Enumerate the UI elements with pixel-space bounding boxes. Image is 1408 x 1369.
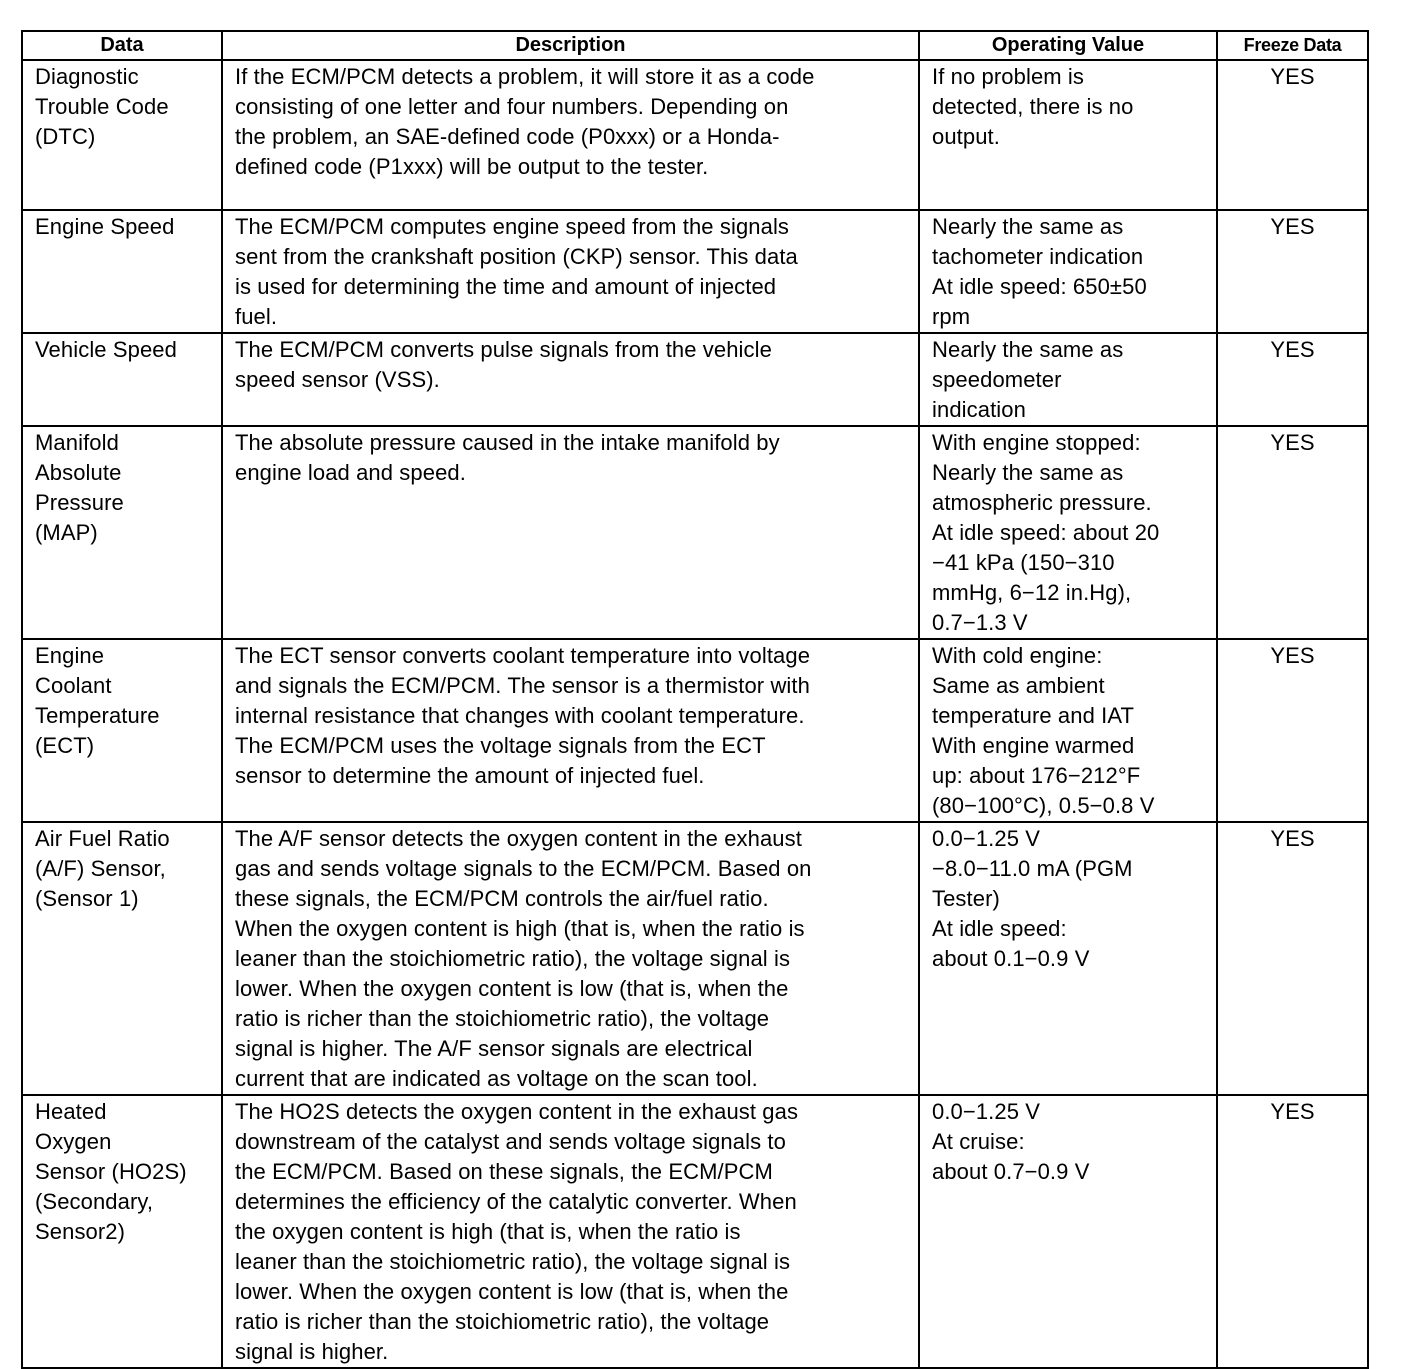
data-text-line: Sensor (HO2S) [35, 1159, 187, 1184]
operating-value-text-line: At idle speed: [932, 916, 1067, 941]
operating-value-cell [919, 333, 1217, 426]
description-text-line: leaner than the stoichiometric ratio), the voltage signal is [235, 1249, 791, 1274]
operating-value-text-line: −41 kPa (150−310 [932, 550, 1115, 575]
data-text-line: Diagnostic [35, 64, 139, 89]
description-text-line: leaner than the stoichiometric ratio), the voltage signal is [235, 946, 791, 971]
operating-value-cell [919, 1095, 1217, 1368]
description-text-line: The ECT sensor converts coolant temperature into voltage [235, 643, 811, 668]
description-text-line: is used for determining the time and amount of injected [235, 274, 777, 299]
operating-value-text-line: atmospheric pressure. [932, 490, 1152, 515]
operating-value-text-line: 0.0−1.25 V [932, 1099, 1041, 1124]
operating-value-text-line: 0.0−1.25 V [932, 826, 1041, 851]
freeze-data-cell: YES [1217, 210, 1368, 333]
description-text-line: downstream of the catalyst and sends voltage signals to [235, 1129, 786, 1154]
operating-value-text-line: about 0.7−0.9 V [932, 1159, 1090, 1184]
description-text-line: signal is higher. [235, 1339, 389, 1364]
description-text-line: lower. When the oxygen content is low (that is, when the [235, 1279, 789, 1304]
data-text-line: Sensor2) [35, 1219, 126, 1244]
description-text-line: the problem, an SAE-defined code (P0xxx) or a Honda- [235, 124, 780, 149]
data-cell [22, 1095, 222, 1368]
data-text-line: Vehicle Speed [35, 337, 177, 362]
data-list-table [21, 30, 1369, 1369]
description-cell [222, 1095, 919, 1368]
operating-value-cell [919, 822, 1217, 1095]
operating-value-text-line: Same as ambient [932, 673, 1105, 698]
header-operating-value: Operating Value [919, 31, 1217, 60]
description-text-line: When the oxygen content is high (that is, when the ratio is [235, 916, 805, 941]
operating-value-text-line: −8.0−11.0 mA (PGM [932, 856, 1133, 881]
header-freeze-data: Freeze Data [1217, 31, 1368, 60]
description-text-line: If the ECM/PCM detects a problem, it will store it as a code [235, 64, 815, 89]
description-cell [222, 210, 919, 333]
data-text-line: (DTC) [35, 124, 96, 149]
description-text-line: defined code (P1xxx) will be output to the tester. [235, 154, 709, 179]
data-cell [22, 639, 222, 822]
description-text-line: sent from the crankshaft position (CKP) sensor. This data [235, 244, 798, 269]
operating-value-cell [919, 210, 1217, 333]
description-text-line: these signals, the ECM/PCM controls the air/fuel ratio. [235, 886, 769, 911]
description-cell [222, 426, 919, 639]
description-cell [222, 60, 919, 210]
operating-value-text-line: At cruise: [932, 1129, 1025, 1154]
description-text-line: ratio is richer than the stoichiometric ratio), the voltage [235, 1309, 770, 1334]
table-row [22, 639, 1368, 822]
description-text-line: ratio is richer than the stoichiometric ratio), the voltage [235, 1006, 770, 1031]
data-text-line: Engine Speed [35, 214, 175, 239]
freeze-data-cell: YES [1217, 639, 1368, 822]
operating-value-text-line: about 0.1−0.9 V [932, 946, 1090, 971]
operating-value-cell [919, 426, 1217, 639]
operating-value-text-line: With engine warmed [932, 733, 1135, 758]
data-text-line: Air Fuel Ratio [35, 826, 170, 851]
description-text-line: engine load and speed. [235, 460, 466, 485]
operating-value-text-line: 0.7−1.3 V [932, 610, 1028, 635]
data-text-line: Trouble Code [35, 94, 169, 119]
operating-value-text-line: speedometer [932, 367, 1062, 392]
data-text-line: Coolant [35, 673, 112, 698]
description-text-line: The HO2S detects the oxygen content in the exhaust gas [235, 1099, 799, 1124]
data-cell [22, 60, 222, 210]
header-description: Description [222, 31, 919, 60]
data-text-line: (MAP) [35, 520, 98, 545]
operating-value-text-line: temperature and IAT [932, 703, 1135, 728]
data-text-line: Temperature [35, 703, 160, 728]
description-cell [222, 822, 919, 1095]
data-text-line: (Sensor 1) [35, 886, 139, 911]
freeze-data-cell: YES [1217, 426, 1368, 639]
data-text-line: Heated [35, 1099, 107, 1124]
table-row [22, 1095, 1368, 1368]
description-text-line: speed sensor (VSS). [235, 367, 440, 392]
operating-value-text-line: (80−100°C), 0.5−0.8 V [932, 793, 1155, 818]
freeze-data-cell: YES [1217, 822, 1368, 1095]
description-text-line: The ECM/PCM uses the voltage signals from the ECT [235, 733, 766, 758]
data-cell [22, 210, 222, 333]
description-text-line: internal resistance that changes with coolant temperature. [235, 703, 805, 728]
operating-value-cell [919, 60, 1217, 210]
table-row [22, 426, 1368, 639]
operating-value-text-line: Nearly the same as [932, 460, 1124, 485]
description-text-line: The A/F sensor detects the oxygen content in the exhaust [235, 826, 802, 851]
table-row [22, 210, 1368, 333]
description-text-line: consisting of one letter and four numbers. Depending on [235, 94, 789, 119]
operating-value-text-line: output. [932, 124, 1000, 149]
description-text-line: gas and sends voltage signals to the ECM/PCM. Based on [235, 856, 812, 881]
operating-value-text-line: Nearly the same as [932, 214, 1124, 239]
freeze-data-cell: YES [1217, 60, 1368, 210]
freeze-data-cell: YES [1217, 333, 1368, 426]
description-text-line: sensor to determine the amount of injected fuel. [235, 763, 705, 788]
operating-value-text-line: detected, there is no [932, 94, 1134, 119]
operating-value-cell [919, 639, 1217, 822]
operating-value-text-line: Nearly the same as [932, 337, 1124, 362]
description-text-line: signal is higher. The A/F sensor signals are electrical [235, 1036, 753, 1061]
table-row [22, 60, 1368, 210]
data-text-line: Manifold [35, 430, 119, 455]
freeze-data-cell: YES [1217, 1095, 1368, 1368]
operating-value-text-line: At idle speed: about 20 [932, 520, 1160, 545]
description-text-line: current that are indicated as voltage on the scan tool. [235, 1066, 758, 1091]
description-text-line: the ECM/PCM. Based on these signals, the ECM/PCM [235, 1159, 773, 1184]
data-text-line: (Secondary, [35, 1189, 154, 1214]
description-text-line: the oxygen content is high (that is, when the ratio is [235, 1219, 741, 1244]
operating-value-text-line: rpm [932, 304, 971, 329]
description-text-line: fuel. [235, 304, 278, 329]
table-header-row [22, 31, 1368, 60]
data-text-line: Oxygen [35, 1129, 112, 1154]
data-text-line: Engine [35, 643, 105, 668]
header-data: Data [22, 31, 222, 60]
operating-value-text-line: tachometer indication [932, 244, 1144, 269]
table-row [22, 822, 1368, 1095]
operating-value-text-line: At idle speed: 650±50 [932, 274, 1147, 299]
description-text-line: lower. When the oxygen content is low (that is, when the [235, 976, 789, 1001]
description-cell [222, 639, 919, 822]
description-text-line: and signals the ECM/PCM. The sensor is a thermistor with [235, 673, 810, 698]
data-cell [22, 333, 222, 426]
description-text-line: The ECM/PCM computes engine speed from the signals [235, 214, 790, 239]
description-text-line: The ECM/PCM converts pulse signals from the vehicle [235, 337, 772, 362]
data-text-line: (A/F) Sensor, [35, 856, 166, 881]
table-row [22, 333, 1368, 426]
operating-value-text-line: Tester) [932, 886, 1000, 911]
data-text-line: Pressure [35, 490, 124, 515]
data-cell [22, 822, 222, 1095]
operating-value-text-line: up: about 176−212°F [932, 763, 1141, 788]
operating-value-text-line: If no problem is [932, 64, 1085, 89]
description-text-line: The absolute pressure caused in the intake manifold by [235, 430, 780, 455]
data-text-line: (ECT) [35, 733, 95, 758]
operating-value-text-line: mmHg, 6−12 in.Hg), [932, 580, 1132, 605]
description-text-line: determines the efficiency of the catalytic converter. When [235, 1189, 797, 1214]
data-cell [22, 426, 222, 639]
operating-value-text-line: With cold engine: [932, 643, 1103, 668]
operating-value-text-line: With engine stopped: [932, 430, 1141, 455]
operating-value-text-line: indication [932, 397, 1026, 422]
data-text-line: Absolute [35, 460, 122, 485]
description-cell [222, 333, 919, 426]
